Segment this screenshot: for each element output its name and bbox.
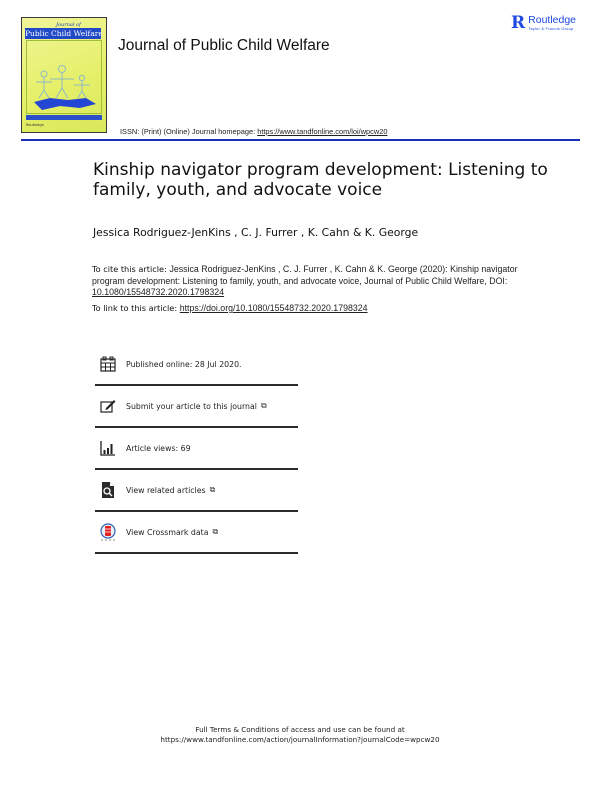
article-views-item <box>95 428 298 468</box>
doi-link[interactable]: 10.1080/15548732.2020.1798324 <box>92 287 225 297</box>
footer <box>0 725 600 745</box>
crossmark-link[interactable]: View Crossmark data <box>126 527 209 537</box>
external-link-icon: ⧉ <box>209 485 216 494</box>
journal-homepage-link[interactable]: https://www.tandfonline.com/loi/wpcw20 <box>257 127 388 136</box>
divider <box>95 552 298 554</box>
submit-article-item[interactable] <box>95 386 298 426</box>
submit-article-link[interactable]: Submit your article to this journal <box>126 401 257 411</box>
crossmark-icon <box>98 522 118 542</box>
publisher-tagline: Taylor & Francis Group <box>528 26 574 31</box>
routledge-r-icon: R <box>511 13 526 33</box>
search-document-icon <box>98 480 118 500</box>
article-link-line <box>92 303 368 313</box>
crossmark-item[interactable] <box>95 512 298 552</box>
related-articles-link[interactable]: View related articles <box>126 485 206 495</box>
article-authors: Jessica Rodriguez-JenKins , C. J. Furrer , K. Cahn & K. George <box>93 226 419 239</box>
issn-label: ISSN: (Print) (Online) Journal homepage: <box>120 127 258 136</box>
cover-publisher: Routledge <box>26 123 44 127</box>
published-online-text: Published online: 28 Jul 2020. <box>126 359 242 369</box>
edit-icon <box>98 396 118 416</box>
journal-cover-image <box>21 17 107 133</box>
published-online-item <box>95 344 298 384</box>
journal-title: Journal of Public Child Welfare <box>118 37 330 54</box>
external-link-icon: ⧉ <box>260 401 267 410</box>
header-divider <box>21 139 580 141</box>
link-label: To link to this article: <box>92 303 180 313</box>
publisher-logo[interactable] <box>511 15 576 32</box>
footer-terms-text: Full Terms & Conditions of access and use can be found at <box>195 725 405 734</box>
footer-terms-link[interactable]: https://www.tandfonline.com/action/journalInformation?journalCode=wpcw20 <box>160 735 440 744</box>
cite-text: Jessica Rodriguez-JenKins , C. J. Furrer , K. Cahn & K. George (2020): Kinship navigator program development: Listening to family, youth, and advocate voice, Journal of Public Child Welfare, DOI: <box>92 264 518 286</box>
citation-block <box>92 264 532 299</box>
publisher-name: Routledge <box>528 14 577 26</box>
cover-bottom-bar <box>26 115 102 120</box>
cover-banner: Public Child Welfare <box>25 29 103 38</box>
bar-chart-icon <box>98 438 118 458</box>
external-link-icon: ⧉ <box>212 527 219 536</box>
article-title: Kinship navigator program development: Listening to family, youth, and advocate voice <box>93 160 548 200</box>
article-info-list <box>95 344 298 554</box>
article-views-text: Article views: 69 <box>126 443 191 453</box>
article-url-link[interactable]: https://doi.org/10.1080/15548732.2020.1798324 <box>179 303 368 313</box>
family-figures-icon <box>30 64 100 112</box>
cover-banner-small: Journal of <box>56 22 81 28</box>
calendar-icon <box>98 354 118 374</box>
related-articles-item[interactable] <box>95 470 298 510</box>
issn-line <box>120 127 387 136</box>
cite-label: To cite this article: <box>92 264 170 274</box>
